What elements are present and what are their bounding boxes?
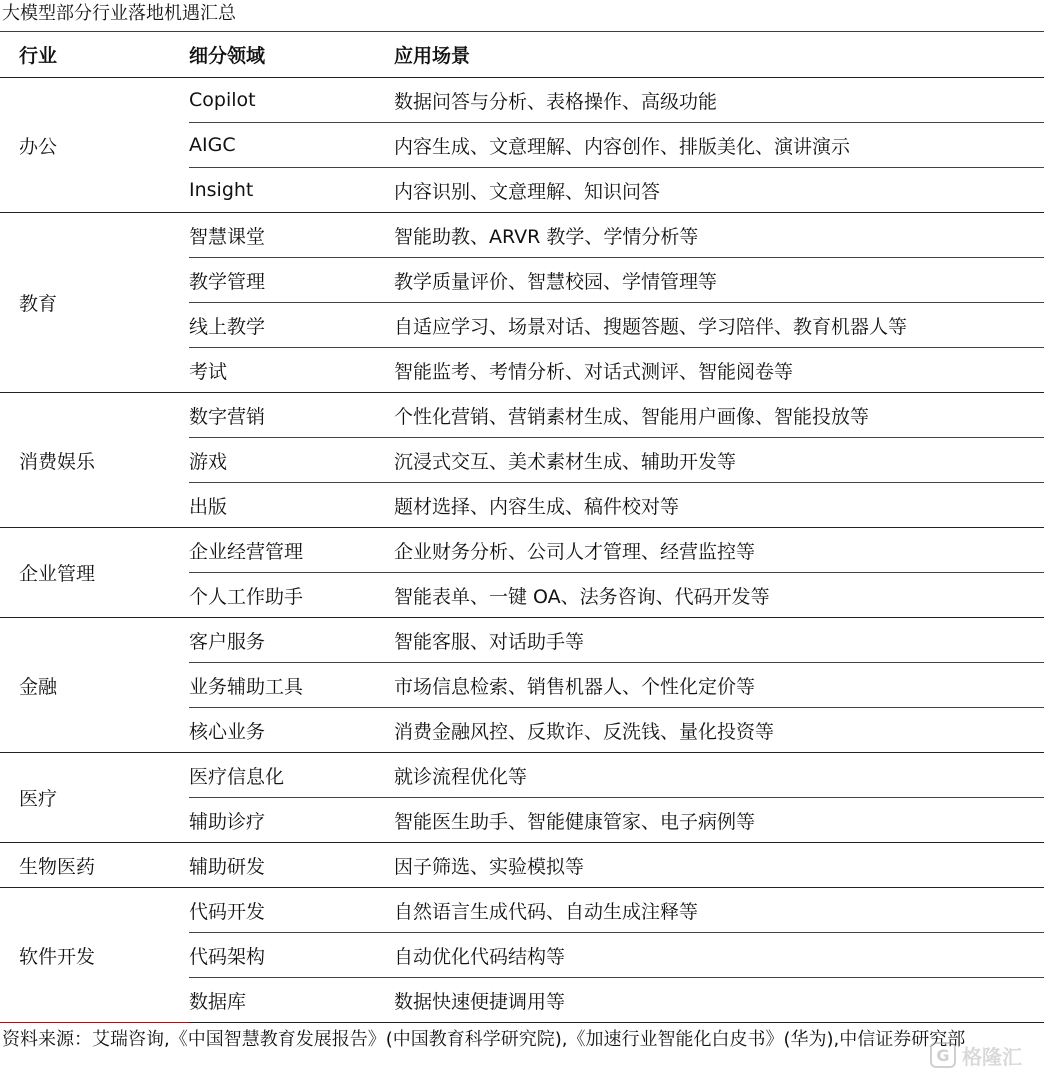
field-cell: 智慧课堂 bbox=[189, 213, 394, 258]
scene-cell: 个性化营销、营销素材生成、智能用户画像、智能投放等 bbox=[394, 393, 1044, 438]
field-cell: 业务辅助工具 bbox=[189, 663, 394, 708]
field-cell: AIGC bbox=[189, 123, 394, 168]
table-row bbox=[0, 753, 1044, 798]
field-cell: 核心业务 bbox=[189, 708, 394, 753]
table-header-row bbox=[0, 32, 1044, 78]
scene-cell: 市场信息检索、销售机器人、个性化定价等 bbox=[394, 663, 1044, 708]
field-cell: 医疗信息化 bbox=[189, 753, 394, 798]
table-row bbox=[0, 393, 1044, 438]
field-cell: 游戏 bbox=[189, 438, 394, 483]
industry-cell: 教育 bbox=[0, 213, 189, 393]
table-row bbox=[0, 213, 1044, 258]
header-field: 细分领域 bbox=[189, 32, 394, 78]
scene-cell: 教学质量评价、智慧校园、学情管理等 bbox=[394, 258, 1044, 303]
scene-cell: 消费金融风控、反欺诈、反洗钱、量化投资等 bbox=[394, 708, 1044, 753]
field-cell: 客户服务 bbox=[189, 618, 394, 663]
scene-cell: 企业财务分析、公司人才管理、经营监控等 bbox=[394, 528, 1044, 573]
scene-cell: 自适应学习、场景对话、搜题答题、学习陪伴、教育机器人等 bbox=[394, 303, 1044, 348]
industry-cell: 生物医药 bbox=[0, 843, 189, 888]
table-row bbox=[0, 618, 1044, 663]
table-row bbox=[0, 78, 1044, 123]
field-cell: Insight bbox=[189, 168, 394, 213]
scene-cell: 智能监考、考情分析、对话式测评、智能阅卷等 bbox=[394, 348, 1044, 393]
scene-cell: 智能助教、ARVR 教学、学情分析等 bbox=[394, 213, 1044, 258]
watermark bbox=[930, 1038, 1040, 1072]
industry-cell: 办公 bbox=[0, 78, 189, 213]
scene-cell: 智能医生助手、智能健康管家、电子病例等 bbox=[394, 798, 1044, 843]
header-industry: 行业 bbox=[0, 32, 189, 78]
scene-cell: 智能客服、对话助手等 bbox=[394, 618, 1044, 663]
field-cell: 数据库 bbox=[189, 978, 394, 1023]
table-row bbox=[0, 528, 1044, 573]
table-row bbox=[0, 888, 1044, 933]
industry-cell: 消费娱乐 bbox=[0, 393, 189, 528]
industry-cell: 金融 bbox=[0, 618, 189, 753]
industry-cell: 医疗 bbox=[0, 753, 189, 843]
field-cell: 教学管理 bbox=[189, 258, 394, 303]
scene-cell: 内容识别、文意理解、知识问答 bbox=[394, 168, 1044, 213]
field-cell: 数字营销 bbox=[189, 393, 394, 438]
field-cell: 个人工作助手 bbox=[189, 573, 394, 618]
field-cell: 线上教学 bbox=[189, 303, 394, 348]
scene-cell: 自动优化代码结构等 bbox=[394, 933, 1044, 978]
scene-cell: 数据问答与分析、表格操作、高级功能 bbox=[394, 78, 1044, 123]
table-row bbox=[0, 843, 1044, 888]
industry-cell: 软件开发 bbox=[0, 888, 189, 1023]
watermark-logo-icon: G bbox=[930, 1042, 956, 1068]
industry-cell: 企业管理 bbox=[0, 528, 189, 618]
scene-cell: 因子筛选、实验模拟等 bbox=[394, 843, 1044, 888]
scene-cell: 自然语言生成代码、自动生成注释等 bbox=[394, 888, 1044, 933]
watermark-text: 格隆汇 bbox=[962, 1044, 1022, 1069]
scene-cell: 题材选择、内容生成、稿件校对等 bbox=[394, 483, 1044, 528]
source-note: 资料来源：艾瑞咨询,《中国智慧教育发展报告》(中国教育科学研究院),《加速行业智能化白皮书》(华为),中信证券研究部 bbox=[2, 1029, 966, 1050]
industry-table bbox=[0, 32, 1044, 1023]
scene-cell: 沉浸式交互、美术素材生成、辅助开发等 bbox=[394, 438, 1044, 483]
table-title: 大模型部分行业落地机遇汇总 bbox=[2, 3, 236, 24]
field-cell: 代码架构 bbox=[189, 933, 394, 978]
field-cell: 代码开发 bbox=[189, 888, 394, 933]
scene-cell: 智能表单、一键 OA、法务咨询、代码开发等 bbox=[394, 573, 1044, 618]
field-cell: 企业经营管理 bbox=[189, 528, 394, 573]
scene-cell: 就诊流程优化等 bbox=[394, 753, 1044, 798]
field-cell: 辅助诊疗 bbox=[189, 798, 394, 843]
scene-cell: 数据快速便捷调用等 bbox=[394, 978, 1044, 1023]
scene-cell: 内容生成、文意理解、内容创作、排版美化、演讲演示 bbox=[394, 123, 1044, 168]
field-cell: 辅助研发 bbox=[189, 843, 394, 888]
header-scene: 应用场景 bbox=[394, 32, 1044, 78]
field-cell: 考试 bbox=[189, 348, 394, 393]
field-cell: 出版 bbox=[189, 483, 394, 528]
field-cell: Copilot bbox=[189, 78, 394, 123]
table-body bbox=[0, 78, 1044, 1023]
